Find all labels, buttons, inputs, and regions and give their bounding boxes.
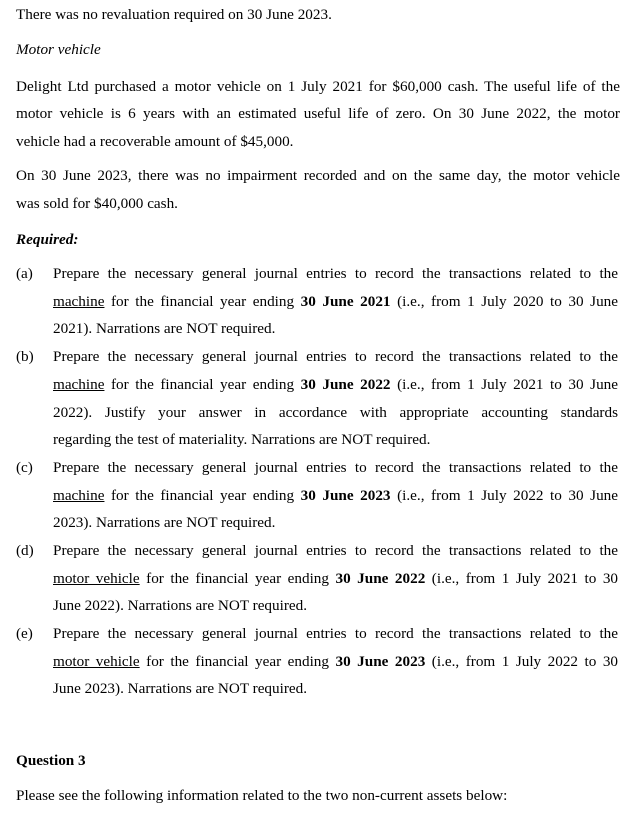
item-a-line2	[53, 293, 618, 311]
item-c-line2-rest: (i.e., from 1 July 2022 to 30 June	[390, 487, 619, 504]
item-e-line2	[53, 653, 618, 671]
item-b-line2-rest: (i.e., from 1 July 2021 to 30 June	[390, 376, 619, 393]
item-a-label: (a)	[16, 265, 33, 282]
item-b-line1: Prepare the necessary general journal entries to record the transactions related to the	[53, 348, 618, 365]
item-e-label: (e)	[16, 625, 33, 642]
question-3-intro: Please see the following information related to the two non-current assets below:	[16, 787, 508, 804]
item-b-line2-text: for the financial year ending	[104, 376, 301, 393]
item-b-label: (b)	[16, 348, 34, 365]
item-d-line1: Prepare the necessary general journal entries to record the transactions related to the	[53, 542, 618, 559]
item-b-date: 30 June 2022	[300, 376, 391, 393]
item-d-line2	[53, 570, 618, 588]
item-b-underlined: machine	[53, 376, 105, 393]
item-a-line2-rest: (i.e., from 1 July 2020 to 30 June	[390, 293, 619, 310]
item-e-line2-rest: (i.e., from 1 July 2022 to 30	[425, 653, 619, 670]
item-b-line4: regarding the test of materiality. Narrations are NOT required.	[53, 431, 431, 448]
question-3-heading: Question 3	[16, 752, 86, 769]
item-a-line1: Prepare the necessary general journal entries to record the transactions related to the	[53, 265, 618, 282]
item-a-underlined: machine	[53, 293, 105, 310]
motor-para2-line1: On 30 June 2023, there was no impairment recorded and on the same day, the motor vehicle	[16, 167, 620, 184]
item-a-date: 30 June 2021	[300, 293, 391, 310]
item-c-line2-text: for the financial year ending	[104, 487, 301, 504]
item-d-underlined: motor vehicle	[53, 570, 140, 587]
required-heading: Required:	[16, 231, 79, 248]
item-e-line3: June 2023). Narrations are NOT required.	[53, 680, 308, 697]
intro-line: There was no revaluation required on 30 June 2023.	[16, 6, 332, 23]
item-a-line2-text: for the financial year ending	[104, 293, 301, 310]
motor-para1-line3: vehicle had a recoverable amount of $45,000.	[16, 133, 294, 150]
item-d-line2-text: for the financial year ending	[139, 570, 336, 587]
item-d-date: 30 June 2022	[335, 570, 426, 587]
motor-para1-line1: Delight Ltd purchased a motor vehicle on 1 July 2021 for $60,000 cash. The useful life of the	[16, 78, 620, 95]
item-e-underlined: motor vehicle	[53, 653, 140, 670]
motor-vehicle-heading: Motor vehicle	[16, 41, 101, 58]
item-b-line2	[53, 376, 618, 394]
item-a-line3: 2021). Narrations are NOT required.	[53, 320, 276, 337]
item-c-underlined: machine	[53, 487, 105, 504]
item-e-line2-text: for the financial year ending	[139, 653, 336, 670]
item-c-date: 30 June 2023	[300, 487, 391, 504]
item-d-label: (d)	[16, 542, 34, 559]
motor-para2-line2: was sold for $40,000 cash.	[16, 195, 178, 212]
item-b-line3: 2022). Justify your answer in accordance with appropriate accounting standards	[53, 404, 618, 421]
motor-para1-line2: motor vehicle is 6 years with an estimated useful life of zero. On 30 June 2022, the motor	[16, 105, 620, 122]
item-d-line3: June 2022). Narrations are NOT required.	[53, 597, 308, 614]
item-d-line2-rest: (i.e., from 1 July 2021 to 30	[425, 570, 619, 587]
item-e-date: 30 June 2023	[335, 653, 426, 670]
item-c-line2	[53, 487, 618, 505]
item-e-line1: Prepare the necessary general journal entries to record the transactions related to the	[53, 625, 618, 642]
item-c-label: (c)	[16, 459, 33, 476]
item-c-line3: 2023). Narrations are NOT required.	[53, 514, 276, 531]
item-c-line1: Prepare the necessary general journal entries to record the transactions related to the	[53, 459, 618, 476]
